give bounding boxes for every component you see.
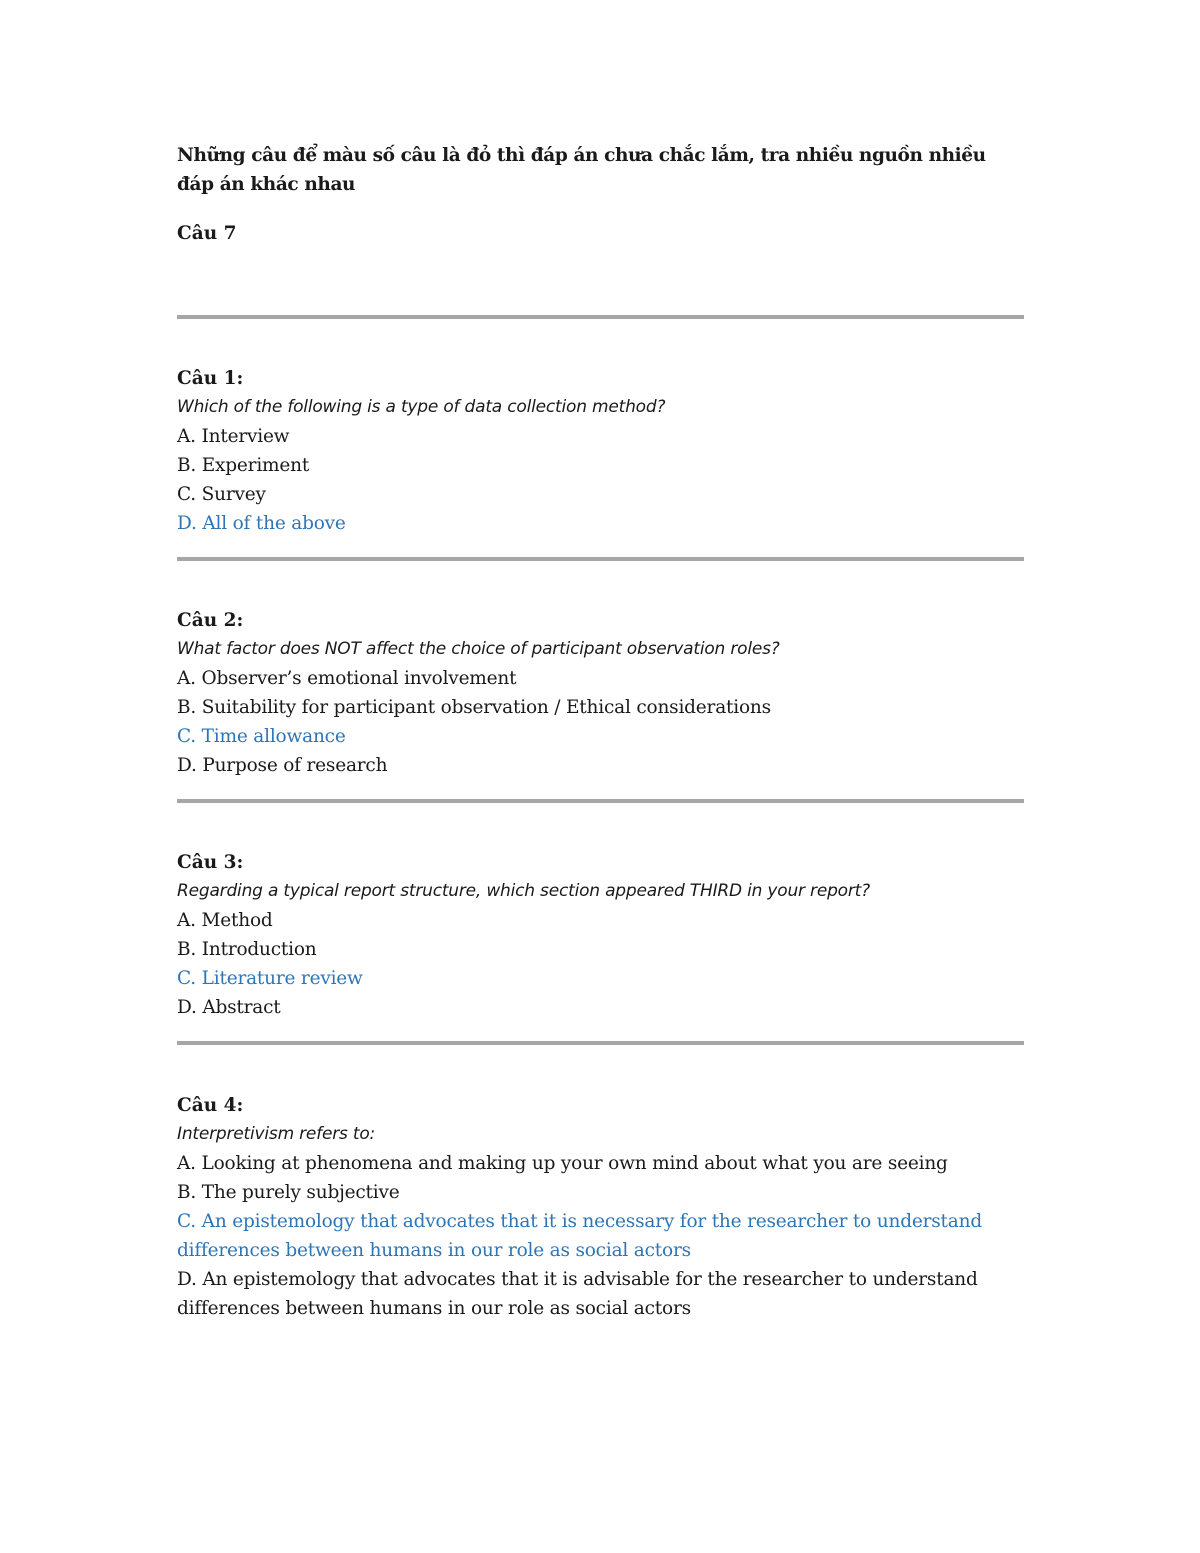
question-block xyxy=(177,848,1024,1022)
option-a: A. Looking at phenomena and making up your own mind about what you are seeing xyxy=(177,1153,948,1174)
divider xyxy=(177,1041,1024,1045)
option-b: B. The purely subjective xyxy=(177,1182,400,1203)
option-d: D. An epistemology that advocates that it is advisable for the researcher to understand differences between humans in our role as social actors xyxy=(177,1269,978,1319)
option-a: A. Interview xyxy=(177,426,290,447)
question-label: Câu 4: xyxy=(177,1095,244,1116)
option-c: C. An epistemology that advocates that it is necessary for the researcher to understand differences between humans in our role as social actors xyxy=(177,1211,982,1261)
option-d: D. All of the above xyxy=(177,513,346,534)
option-d: D. Abstract xyxy=(177,997,281,1018)
option-c: C. Literature review xyxy=(177,968,363,989)
question-text: Which of the following is a type of data collection method? xyxy=(177,397,666,417)
option-c: C. Time allowance xyxy=(177,726,346,747)
option-b: B. Experiment xyxy=(177,455,310,476)
option-a: A. Method xyxy=(177,910,273,931)
divider xyxy=(177,557,1024,561)
divider xyxy=(177,315,1024,319)
option-a: A. Observer’s emotional involvement xyxy=(177,668,517,689)
question-text: What factor does NOT affect the choice of participant observation roles? xyxy=(177,639,780,659)
question-block xyxy=(177,1091,1024,1323)
question-block xyxy=(177,606,1024,780)
question-label: Câu 3: xyxy=(177,852,244,873)
question-label: Câu 2: xyxy=(177,610,244,631)
question-text: Regarding a typical report structure, which section appeared THIRD in your report? xyxy=(177,881,870,901)
option-d: D. Purpose of research xyxy=(177,755,388,776)
intro-note: Những câu để màu số câu là đỏ thì đáp án chưa chắc lắm, tra nhiều nguồn nhiều đáp án khác nhau xyxy=(177,145,986,195)
option-b: B. Introduction xyxy=(177,939,317,960)
divider xyxy=(177,799,1024,803)
option-c: C. Survey xyxy=(177,484,266,505)
cau7-label: Câu 7 xyxy=(177,223,237,244)
question-text: Interpretivism refers to: xyxy=(177,1124,376,1144)
question-block xyxy=(177,364,1024,538)
question-label: Câu 1: xyxy=(177,368,244,389)
option-b: B. Suitability for participant observation / Ethical considerations xyxy=(177,697,771,718)
